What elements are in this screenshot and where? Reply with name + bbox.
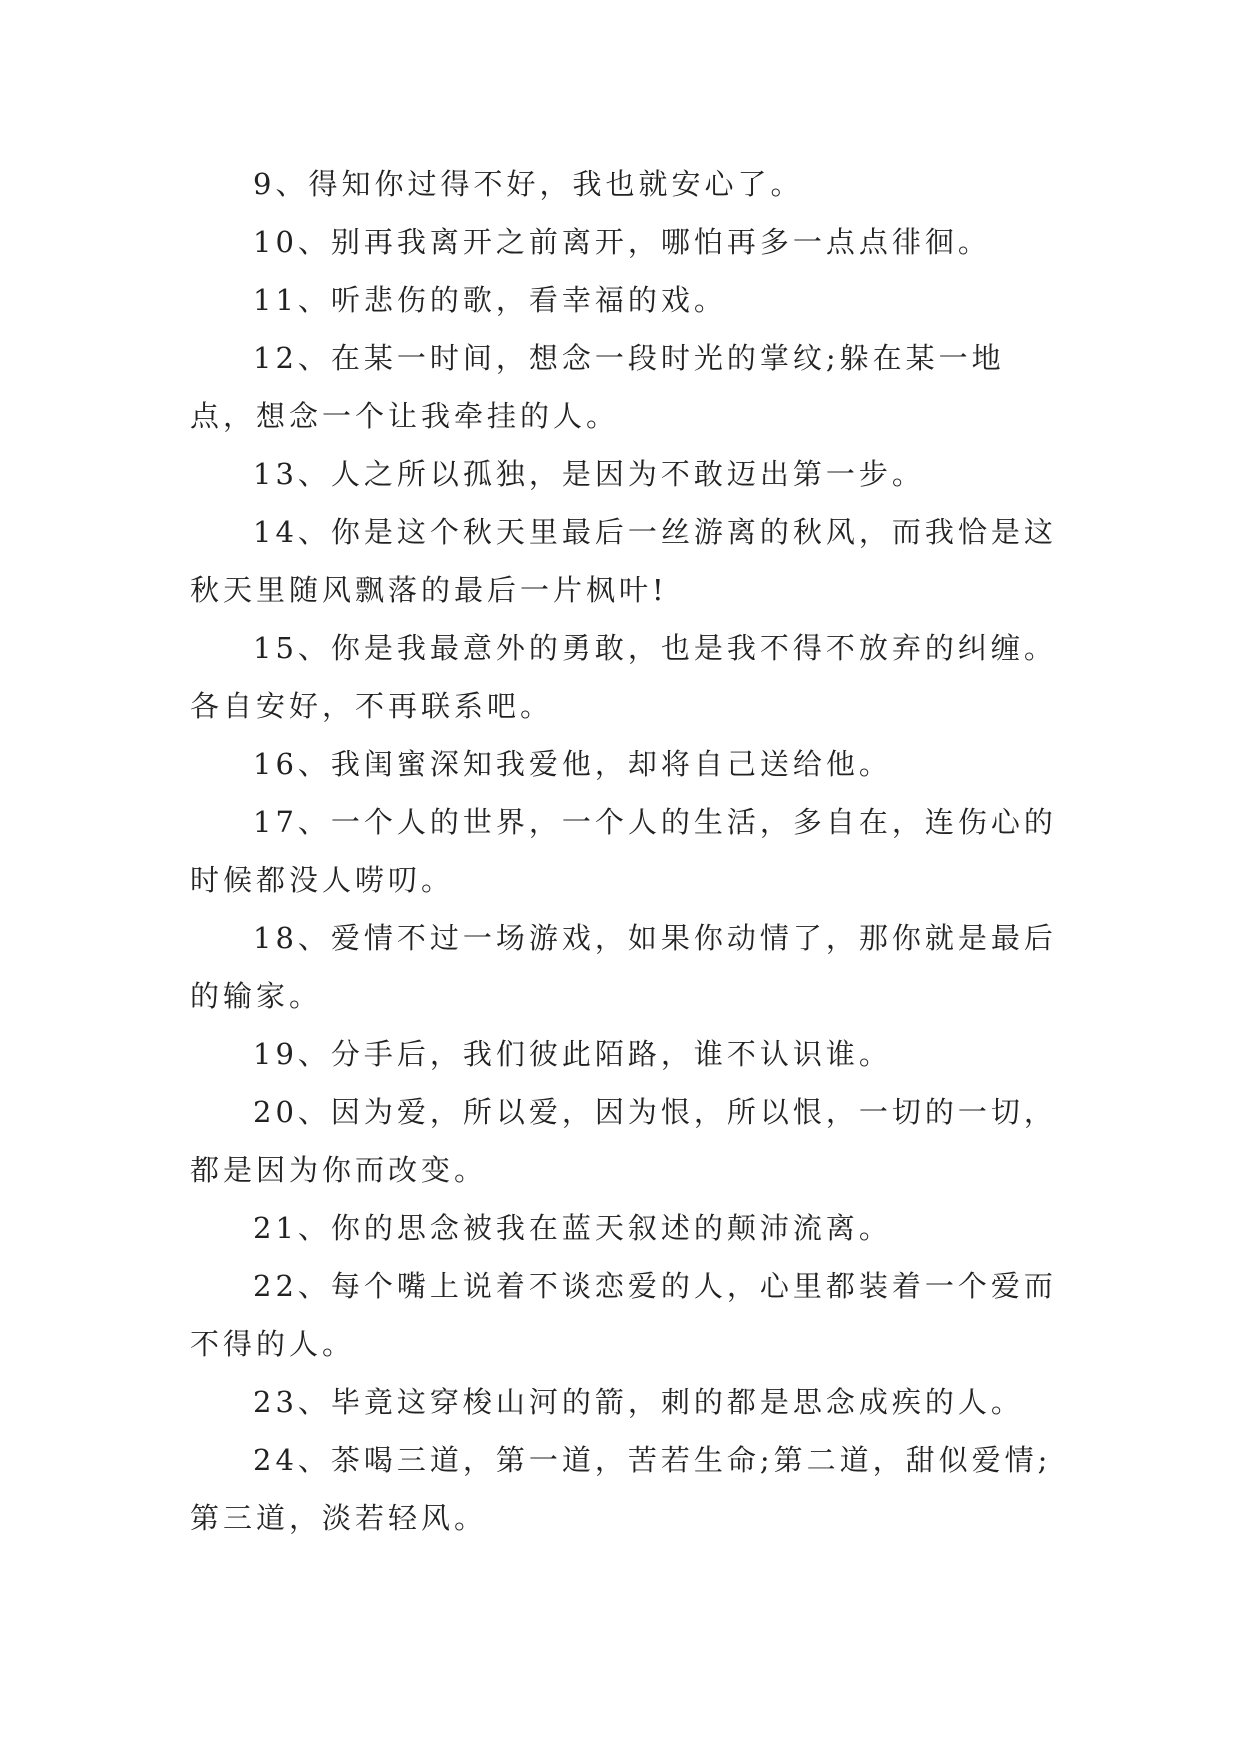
paragraph-14: 14、你是这个秋天里最后一丝游离的秋风，而我恰是这秋天里随风飘落的最后一片枫叶! xyxy=(190,515,1057,607)
paragraph-22: 22、每个嘴上说着不谈恋爱的人，心里都装着一个爱而不得的人。 xyxy=(190,1269,1057,1361)
paragraph-9: 9、得知你过得不好，我也就安心了。 xyxy=(253,167,804,201)
paragraph-10: 10、别再我离开之前离开，哪怕再多一点点徘徊。 xyxy=(253,225,991,259)
paragraph-15: 15、你是我最意外的勇敢，也是我不得不放弃的纠缠。各自安好，不再联系吧。 xyxy=(190,631,1057,723)
document-body xyxy=(190,155,1060,1547)
paragraph-17: 17、一个人的世界，一个人的生活，多自在，连伤心的时候都没人唠叨。 xyxy=(190,805,1057,897)
paragraph-21: 21、你的思念被我在蓝天叙述的颠沛流离。 xyxy=(253,1211,892,1245)
paragraph-11: 11、听悲伤的歌，看幸福的戏。 xyxy=(253,283,727,317)
paragraph-13: 13、人之所以孤独，是因为不敢迈出第一步。 xyxy=(253,457,925,491)
paragraph-20: 20、因为爱，所以爱，因为恨，所以恨，一切的一切，都是因为你而改变。 xyxy=(190,1095,1057,1187)
paragraph-19: 19、分手后，我们彼此陌路，谁不认识谁。 xyxy=(253,1037,892,1071)
paragraph-24: 24、茶喝三道，第一道，苦若生命;第二道，甜似爱情;第三道，淡若轻风。 xyxy=(190,1443,1052,1535)
paragraph-18: 18、爱情不过一场游戏，如果你动情了，那你就是最后的输家。 xyxy=(190,921,1057,1013)
paragraph-16: 16、我闺蜜深知我爱他，却将自己送给他。 xyxy=(253,747,892,781)
paragraph-23: 23、毕竟这穿梭山河的箭，刺的都是思念成疾的人。 xyxy=(253,1385,1024,1419)
paragraph-12: 12、在某一时间，想念一段时光的掌纹;躲在某一地点，想念一个让我牵挂的人。 xyxy=(190,341,1005,433)
